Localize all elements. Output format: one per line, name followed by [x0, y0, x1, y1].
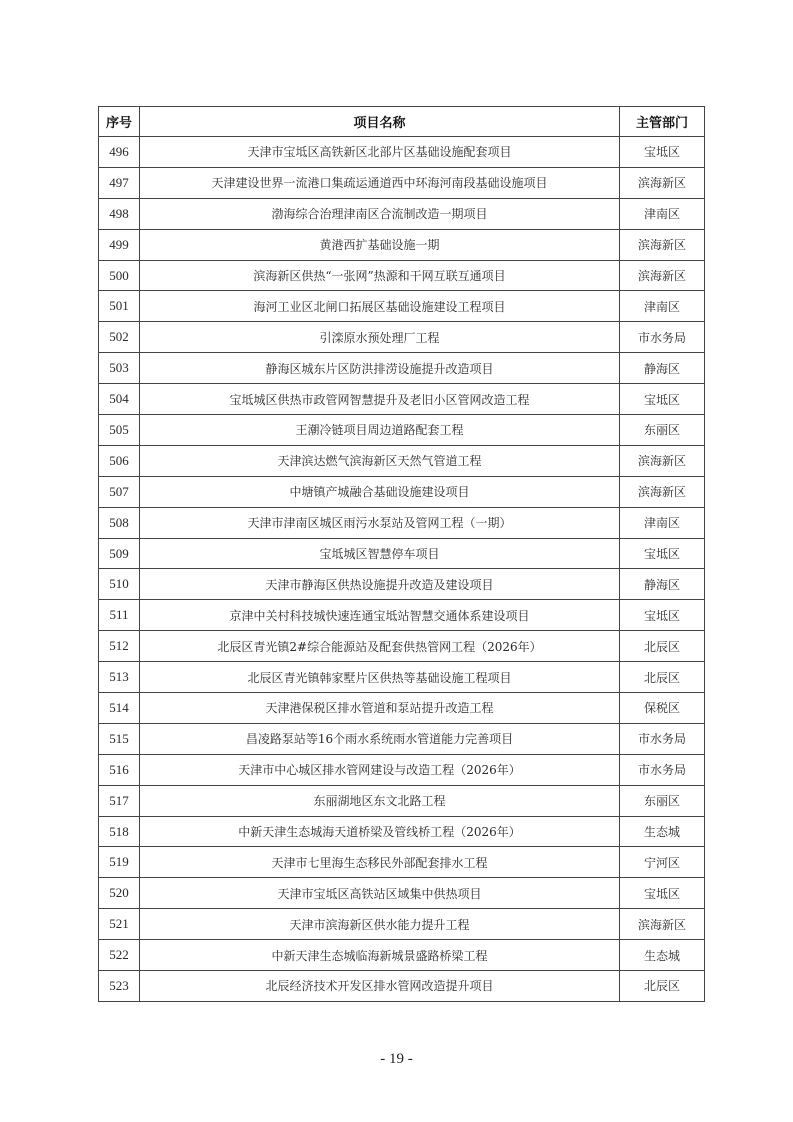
row-department: 宝坻区: [620, 878, 705, 909]
row-serial-number: 522: [99, 940, 140, 971]
row-project-name: 昌凌路泵站等16个雨水系统雨水管道能力完善项目: [140, 723, 620, 754]
row-project-name: 天津滨达燃气滨海新区天然气管道工程: [140, 445, 620, 476]
table-row: [99, 847, 705, 878]
table-row: [99, 971, 705, 1002]
table-row: [99, 754, 705, 785]
row-project-name: 中塘镇产城融合基础设施建设项目: [140, 476, 620, 507]
table-row: [99, 507, 705, 538]
row-department: 滨海新区: [620, 476, 705, 507]
row-department: 东丽区: [620, 415, 705, 446]
row-serial-number: 517: [99, 785, 140, 816]
row-serial-number: 500: [99, 260, 140, 291]
row-serial-number: 504: [99, 384, 140, 415]
row-project-name: 引滦原水预处理厂工程: [140, 322, 620, 353]
row-project-name: 天津市宝坻区高铁新区北部片区基础设施配套项目: [140, 137, 620, 168]
table-row: [99, 260, 705, 291]
header-serial-number: 序号: [99, 107, 140, 137]
header-project-name: 项目名称: [140, 107, 620, 137]
row-department: 滨海新区: [620, 167, 705, 198]
row-serial-number: 521: [99, 909, 140, 940]
row-department: 静海区: [620, 353, 705, 384]
row-serial-number: 509: [99, 538, 140, 569]
row-department: 东丽区: [620, 785, 705, 816]
row-serial-number: 523: [99, 971, 140, 1002]
header-row: [99, 107, 705, 137]
row-project-name: 京津中关村科技城快速连通宝坻站智慧交通体系建设项目: [140, 600, 620, 631]
row-project-name: 天津市七里海生态移民外部配套排水工程: [140, 847, 620, 878]
row-project-name: 黄港西扩基础设施一期: [140, 229, 620, 260]
table-row: [99, 909, 705, 940]
row-project-name: 中新天津生态城海天道桥梁及管线桥工程（2026年）: [140, 816, 620, 847]
table-row: [99, 940, 705, 971]
row-department: 滨海新区: [620, 909, 705, 940]
table-row: [99, 137, 705, 168]
row-project-name: 渤海综合治理津南区合流制改造一期项目: [140, 198, 620, 229]
row-department: 宝坻区: [620, 600, 705, 631]
table-row: [99, 723, 705, 754]
row-serial-number: 514: [99, 693, 140, 724]
row-project-name: 东丽湖地区东文北路工程: [140, 785, 620, 816]
row-serial-number: 511: [99, 600, 140, 631]
row-department: 滨海新区: [620, 260, 705, 291]
row-department: 宁河区: [620, 847, 705, 878]
row-serial-number: 510: [99, 569, 140, 600]
row-department: 津南区: [620, 198, 705, 229]
table-row: [99, 569, 705, 600]
table-row: [99, 600, 705, 631]
row-project-name: 天津市津南区城区雨污水泵站及管网工程（一期）: [140, 507, 620, 538]
row-project-name: 天津市静海区供热设施提升改造及建设项目: [140, 569, 620, 600]
table-row: [99, 878, 705, 909]
row-department: 宝坻区: [620, 384, 705, 415]
table-row: [99, 476, 705, 507]
table-row: [99, 353, 705, 384]
row-project-name: 宝坻城区智慧停车项目: [140, 538, 620, 569]
row-department: 津南区: [620, 507, 705, 538]
table-row: [99, 229, 705, 260]
row-department: 静海区: [620, 569, 705, 600]
row-serial-number: 497: [99, 167, 140, 198]
row-project-name: 北辰区青光镇韩家墅片区供热等基础设施工程项目: [140, 662, 620, 693]
row-department: 保税区: [620, 693, 705, 724]
table-row: [99, 291, 705, 322]
row-serial-number: 518: [99, 816, 140, 847]
table-row: [99, 785, 705, 816]
table-row: [99, 167, 705, 198]
row-serial-number: 506: [99, 445, 140, 476]
row-project-name: 静海区城东片区防洪排涝设施提升改造项目: [140, 353, 620, 384]
row-project-name: 宝坻城区供热市政管网智慧提升及老旧小区管网改造工程: [140, 384, 620, 415]
row-serial-number: 496: [99, 137, 140, 168]
row-department: 北辰区: [620, 631, 705, 662]
row-serial-number: 516: [99, 754, 140, 785]
row-department: 生态城: [620, 816, 705, 847]
row-serial-number: 498: [99, 198, 140, 229]
row-project-name: 海河工业区北闸口拓展区基础设施建设工程项目: [140, 291, 620, 322]
row-project-name: 滨海新区供热“一张网”热源和干网互联互通项目: [140, 260, 620, 291]
table-row: [99, 198, 705, 229]
row-department: 生态城: [620, 940, 705, 971]
row-department: 津南区: [620, 291, 705, 322]
row-serial-number: 515: [99, 723, 140, 754]
row-department: 宝坻区: [620, 137, 705, 168]
table-header: [99, 107, 705, 137]
row-serial-number: 505: [99, 415, 140, 446]
row-project-name: 天津市中心城区排水管网建设与改造工程（2026年）: [140, 754, 620, 785]
table-row: [99, 693, 705, 724]
table-row: [99, 631, 705, 662]
row-department: 北辰区: [620, 662, 705, 693]
row-department: 市水务局: [620, 754, 705, 785]
row-department: 宝坻区: [620, 538, 705, 569]
row-department: 滨海新区: [620, 445, 705, 476]
row-project-name: 天津建设世界一流港口集疏运通道西中环海河南段基础设施项目: [140, 167, 620, 198]
row-serial-number: 512: [99, 631, 140, 662]
row-serial-number: 519: [99, 847, 140, 878]
project-table: [98, 106, 705, 1002]
row-serial-number: 508: [99, 507, 140, 538]
row-serial-number: 502: [99, 322, 140, 353]
row-project-name: 北辰区青光镇2#综合能源站及配套供热管网工程（2026年）: [140, 631, 620, 662]
row-department: 北辰区: [620, 971, 705, 1002]
row-project-name: 王潮冷链项目周边道路配套工程: [140, 415, 620, 446]
table-row: [99, 445, 705, 476]
row-department: 市水务局: [620, 322, 705, 353]
header-department: 主管部门: [620, 107, 705, 137]
table-row: [99, 384, 705, 415]
row-serial-number: 503: [99, 353, 140, 384]
row-serial-number: 501: [99, 291, 140, 322]
row-department: 滨海新区: [620, 229, 705, 260]
row-department: 市水务局: [620, 723, 705, 754]
row-serial-number: 499: [99, 229, 140, 260]
table-row: [99, 538, 705, 569]
row-project-name: 北辰经济技术开发区排水管网改造提升项目: [140, 971, 620, 1002]
row-project-name: 天津港保税区排水管道和泵站提升改造工程: [140, 693, 620, 724]
row-serial-number: 513: [99, 662, 140, 693]
table-row: [99, 322, 705, 353]
row-project-name: 中新天津生态城临海新城景盛路桥梁工程: [140, 940, 620, 971]
table-row: [99, 816, 705, 847]
page-number: - 19 -: [380, 1051, 413, 1067]
row-project-name: 天津市宝坻区高铁站区域集中供热项目: [140, 878, 620, 909]
table-row: [99, 415, 705, 446]
row-project-name: 天津市滨海新区供水能力提升工程: [140, 909, 620, 940]
row-serial-number: 520: [99, 878, 140, 909]
table-row: [99, 662, 705, 693]
row-serial-number: 507: [99, 476, 140, 507]
table-body: [99, 137, 705, 1002]
